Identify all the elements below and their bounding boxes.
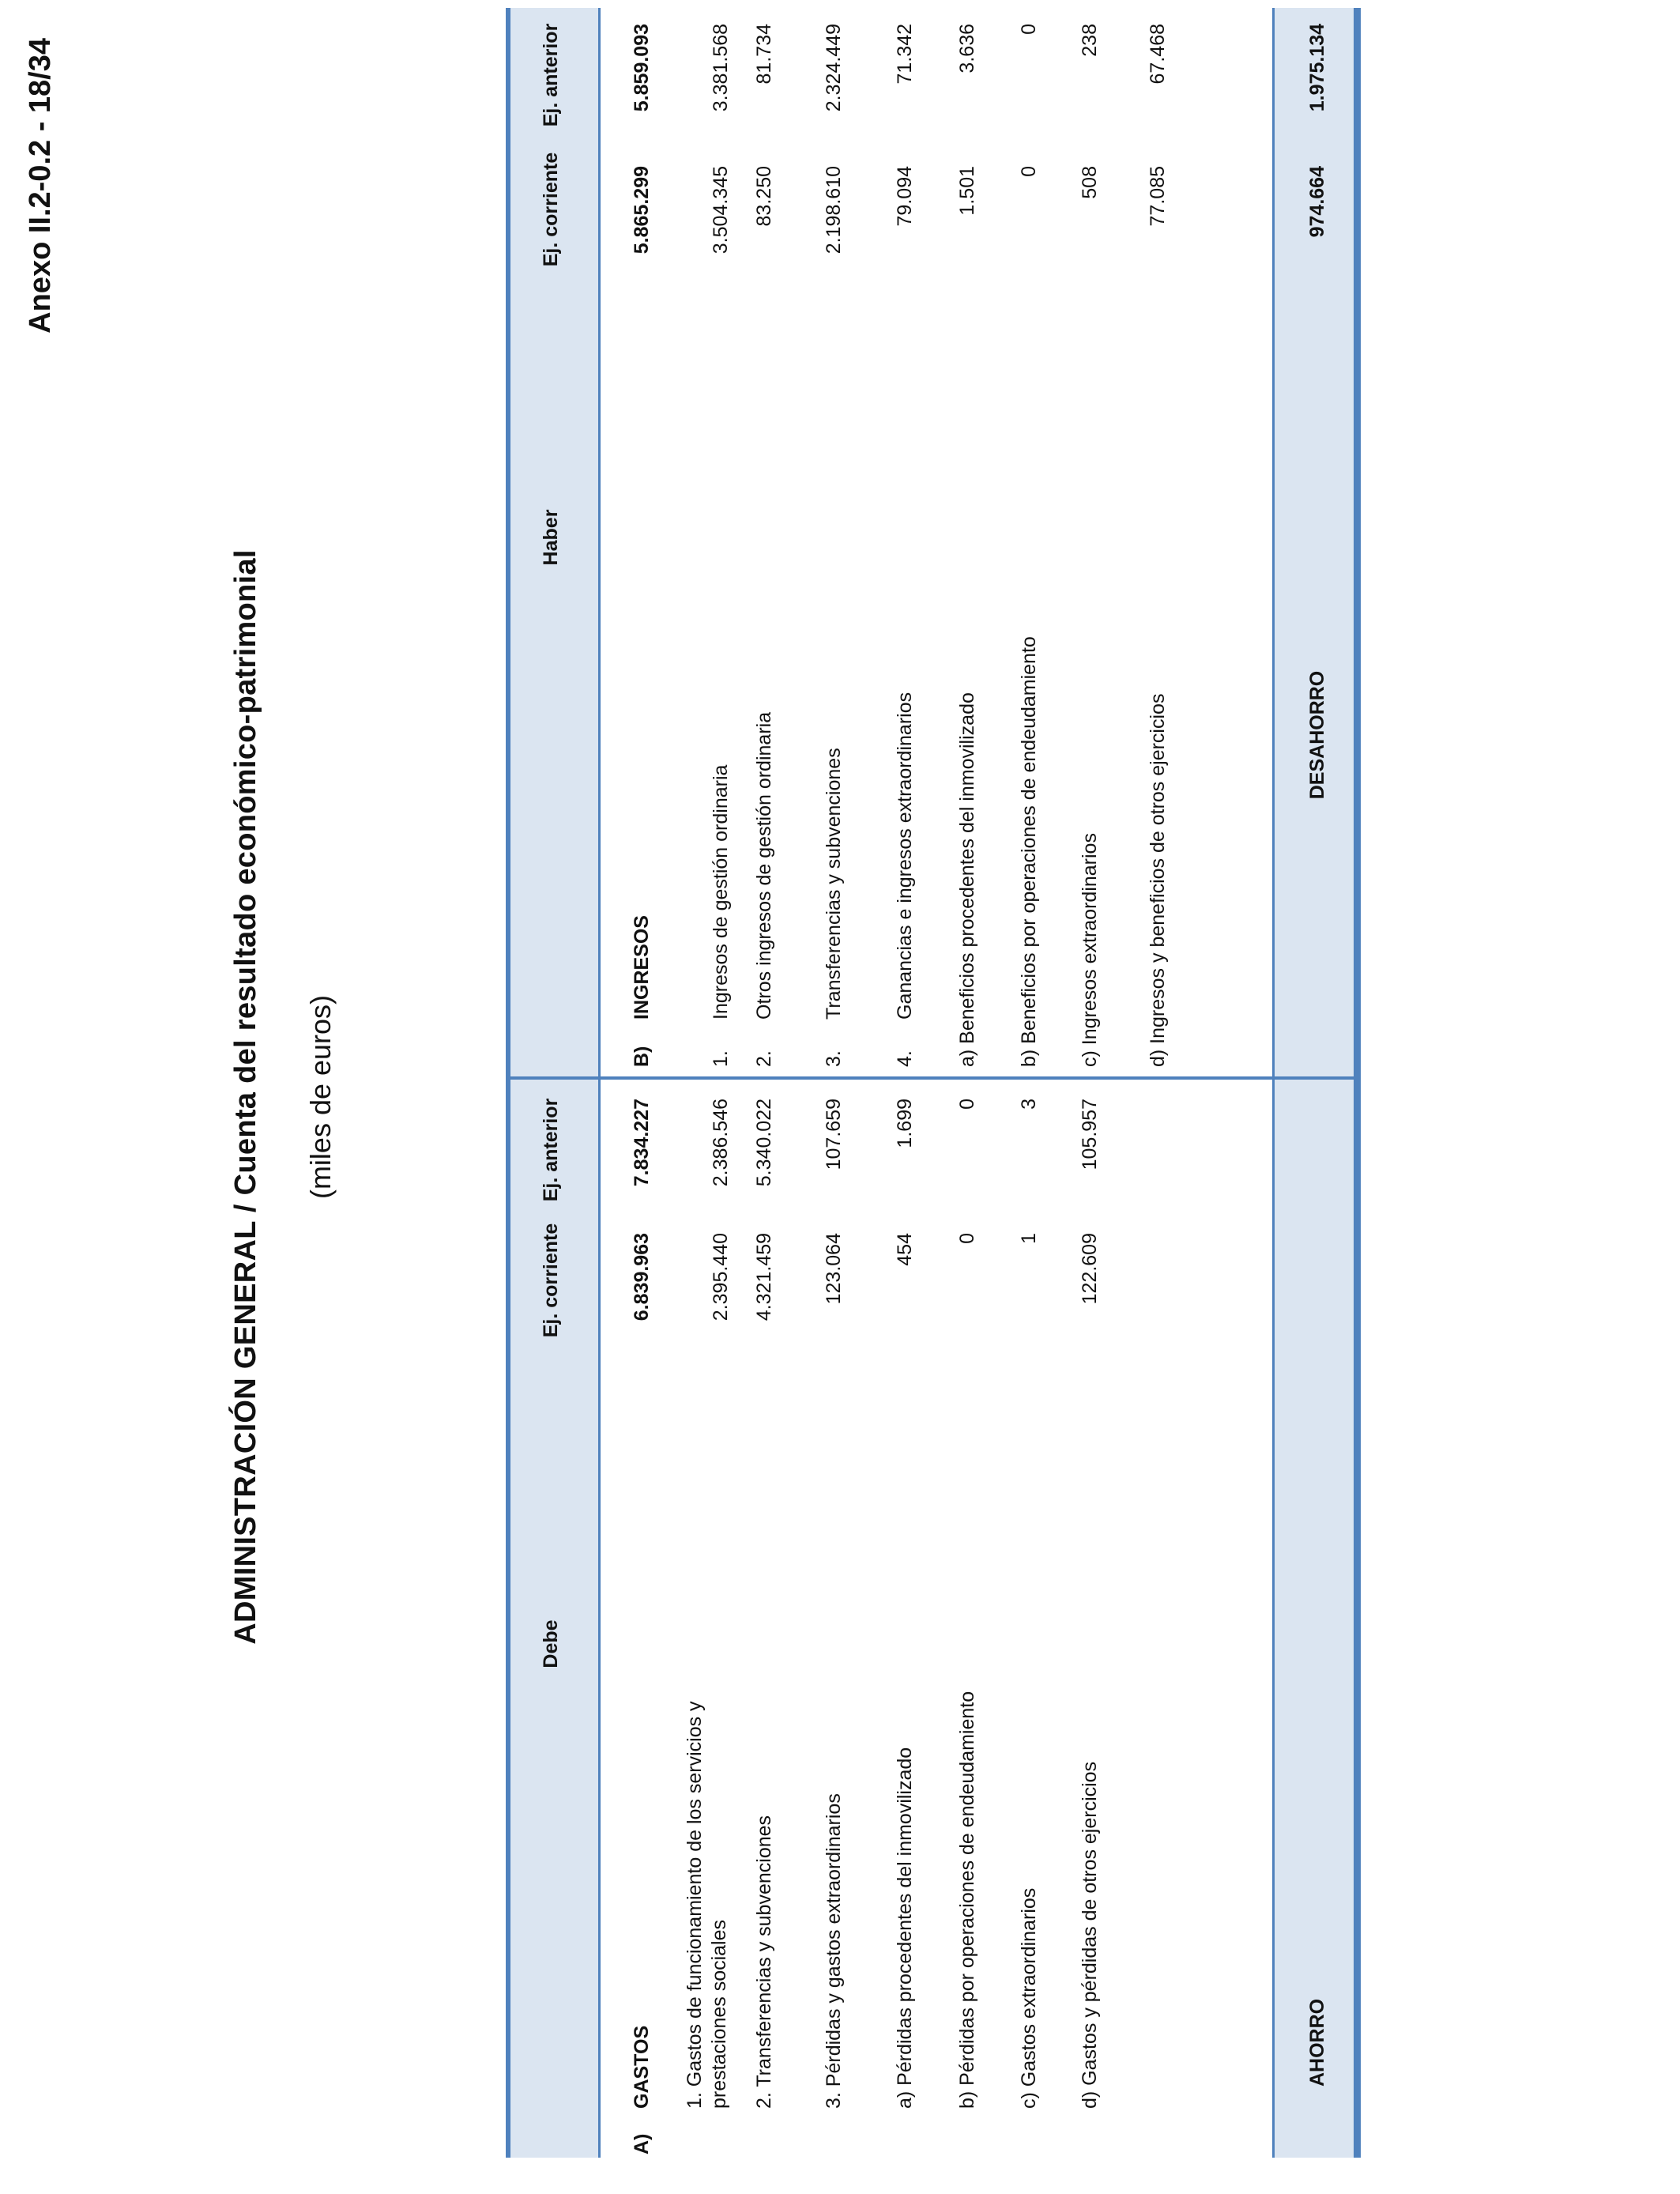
haber-section-corriente: 5.865.299 [631, 166, 653, 254]
debe-row-c-corriente: 1 [1018, 1233, 1040, 1244]
debe-row-1-anterior: 2.386.546 [710, 1099, 732, 1187]
haber-row-4-anterior: 71.342 [894, 24, 916, 85]
debe-row-1-corriente: 2.395.440 [710, 1233, 732, 1321]
haber-row-3-corriente: 2.198.610 [823, 166, 845, 254]
header-haber-anterior: Ej. anterior [540, 23, 562, 127]
haber-row-a-anterior: 3.636 [956, 24, 978, 74]
haber-row-d-label: d) Ingresos y beneficios de otros ejercicios [1147, 693, 1169, 1067]
debe-row-1-label: 1. Gastos de funcionamiento de los servicios y prestaciones sociales [684, 1701, 730, 2109]
debe-row-d-label: d) Gastos y pérdidas de otros ejercicios [1079, 1761, 1101, 2109]
debe-section-label: GASTOS [631, 2025, 653, 2109]
debe-row-d-corriente: 122.609 [1079, 1233, 1101, 1305]
haber-row-c-corriente: 508 [1079, 166, 1101, 199]
debe-section-corriente: 6.839.963 [631, 1233, 653, 1321]
haber-row-c-label: c) Ingresos extraordinarios [1079, 833, 1101, 1067]
debe-row-a-label: a) Pérdidas procedentes del inmovilizado [894, 1747, 916, 2109]
debe-row-2-anterior: 5.340.022 [753, 1099, 775, 1187]
debe-row-3-anterior: 107.659 [823, 1099, 845, 1171]
haber-row-2-corriente: 83.250 [753, 166, 775, 227]
haber-section-letter: B) [631, 1046, 653, 1067]
haber-row-2-anterior: 81.734 [753, 24, 775, 85]
haber-row-b-corriente: 0 [1018, 166, 1040, 177]
header-debe-corriente: Ej. corriente [540, 1223, 562, 1338]
header-haber: Haber [540, 509, 562, 566]
haber-row-1-num: 1. [710, 1050, 732, 1067]
page-title: ADMINISTRACIÓN GENERAL / Cuenta del resultado económico-patrimonial [229, 549, 262, 1645]
haber-row-4-corriente: 79.094 [894, 166, 916, 227]
header-debe: Debe [540, 1619, 562, 1668]
annex-label: Anexo II.2-0.2 - 18/34 [24, 38, 57, 334]
ahorro-label: AHORRO [1306, 1998, 1328, 2087]
desahorro-label: DESAHORRO [1306, 670, 1328, 800]
haber-row-d-corriente: 77.085 [1147, 166, 1169, 227]
debe-row-2-label: 2. Transferencias y subvenciones [753, 1815, 775, 2109]
haber-row-1-corriente: 3.504.345 [710, 166, 732, 254]
haber-row-2-num: 2. [753, 1050, 775, 1067]
debe-section-anterior: 7.834.227 [631, 1099, 653, 1187]
debe-row-c-anterior: 3 [1018, 1099, 1040, 1110]
header-haber-corriente: Ej. corriente [540, 152, 562, 267]
haber-row-1-anterior: 3.381.568 [710, 24, 732, 112]
haber-row-3-label: Transferencias y subvenciones [823, 748, 845, 1020]
debe-section-letter: A) [631, 2133, 653, 2154]
debe-row-a-anterior: 1.699 [894, 1099, 916, 1148]
haber-row-a-corriente: 1.501 [956, 166, 978, 216]
debe-row-3-label: 3. Pérdidas y gastos extraordinarios [823, 1793, 845, 2109]
debe-row-2-corriente: 4.321.459 [753, 1233, 775, 1321]
page-subtitle: (miles de euros) [304, 994, 337, 1200]
debe-row-a-corriente: 454 [894, 1233, 916, 1266]
haber-row-b-label: b) Beneficios por operaciones de endeudamiento [1018, 636, 1040, 1067]
haber-row-b-anterior: 0 [1018, 24, 1040, 35]
column-divider [506, 1076, 1361, 1080]
haber-row-3-num: 3. [823, 1050, 845, 1067]
table-footer [1272, 8, 1361, 2158]
haber-section-anterior: 5.859.093 [631, 24, 653, 112]
haber-row-c-anterior: 238 [1079, 24, 1101, 57]
debe-row-b-anterior: 0 [956, 1099, 978, 1110]
haber-row-4-num: 4. [894, 1050, 916, 1067]
debe-row-3-corriente: 123.064 [823, 1233, 845, 1305]
debe-row-d-anterior: 105.957 [1079, 1099, 1101, 1171]
haber-row-d-anterior: 67.468 [1147, 24, 1169, 85]
haber-row-a-label: a) Beneficios procedentes del inmovilizado [956, 692, 978, 1067]
results-table [506, 8, 1359, 2158]
debe-row-b-corriente: 0 [956, 1233, 978, 1244]
debe-row-b-label: b) Pérdidas por operaciones de endeudamiento [956, 1691, 978, 2109]
debe-row-c-label: c) Gastos extraordinarios [1018, 1887, 1040, 2109]
haber-row-3-anterior: 2.324.449 [823, 24, 845, 112]
haber-row-4-label: Ganancias e ingresos extraordinarios [894, 692, 916, 1020]
haber-section-label: INGRESOS [631, 915, 653, 1020]
desahorro-corriente: 974.664 [1306, 166, 1328, 238]
desahorro-anterior: 1.975.134 [1306, 24, 1328, 112]
haber-row-2-label: Otros ingresos de gestión ordinaria [753, 711, 775, 1020]
header-debe-anterior: Ej. anterior [540, 1098, 562, 1202]
haber-row-1-label: Ingresos de gestión ordinaria [710, 764, 732, 1020]
